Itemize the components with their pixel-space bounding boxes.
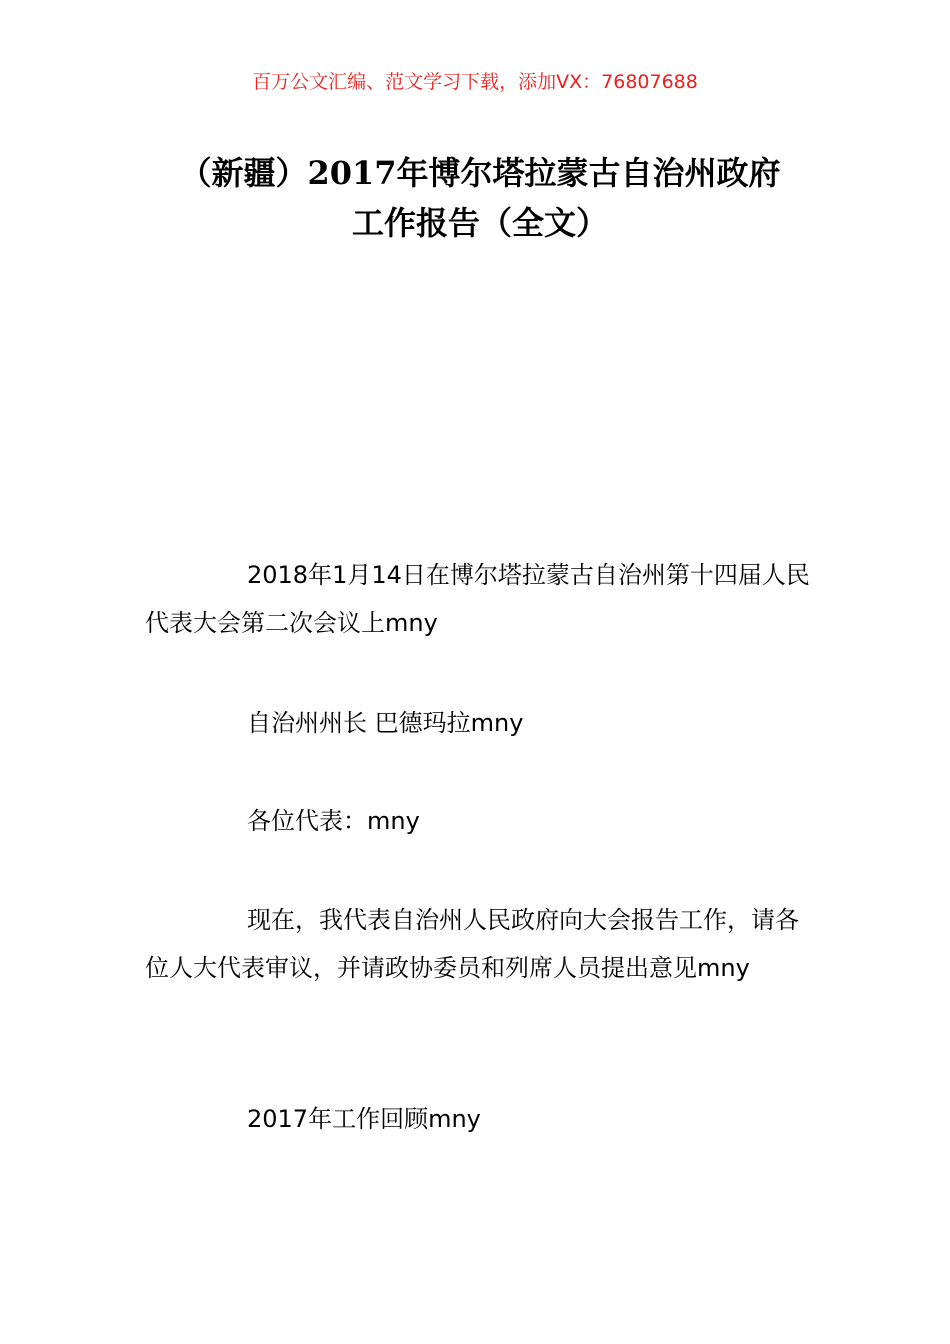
title-line-2: 工作报告（全文） <box>351 204 608 242</box>
header-promo-note: 百万公文汇编、范文学习下载，添加VX：76807688 <box>252 71 698 93</box>
document-title <box>145 148 815 248</box>
intro-paragraph: 现在，我代表自治州人民政府向大会报告工作，请各位人大代表审议，并请政协委员和列席人员提出意见mny <box>145 906 799 982</box>
speaker-paragraph: 自治州州长 巴德玛拉mny <box>247 709 524 737</box>
greeting-paragraph: 各位代表：mny <box>247 807 420 835</box>
occasion-paragraph: 2018年1月14日在博尔塔拉蒙古自治州第十四届人民代表大会第二次会议上mny <box>145 561 810 637</box>
section-heading: 2017年工作回顾mny <box>247 1105 481 1133</box>
title-line-1: （新疆）2017年博尔塔拉蒙古自治州政府 <box>179 154 781 192</box>
